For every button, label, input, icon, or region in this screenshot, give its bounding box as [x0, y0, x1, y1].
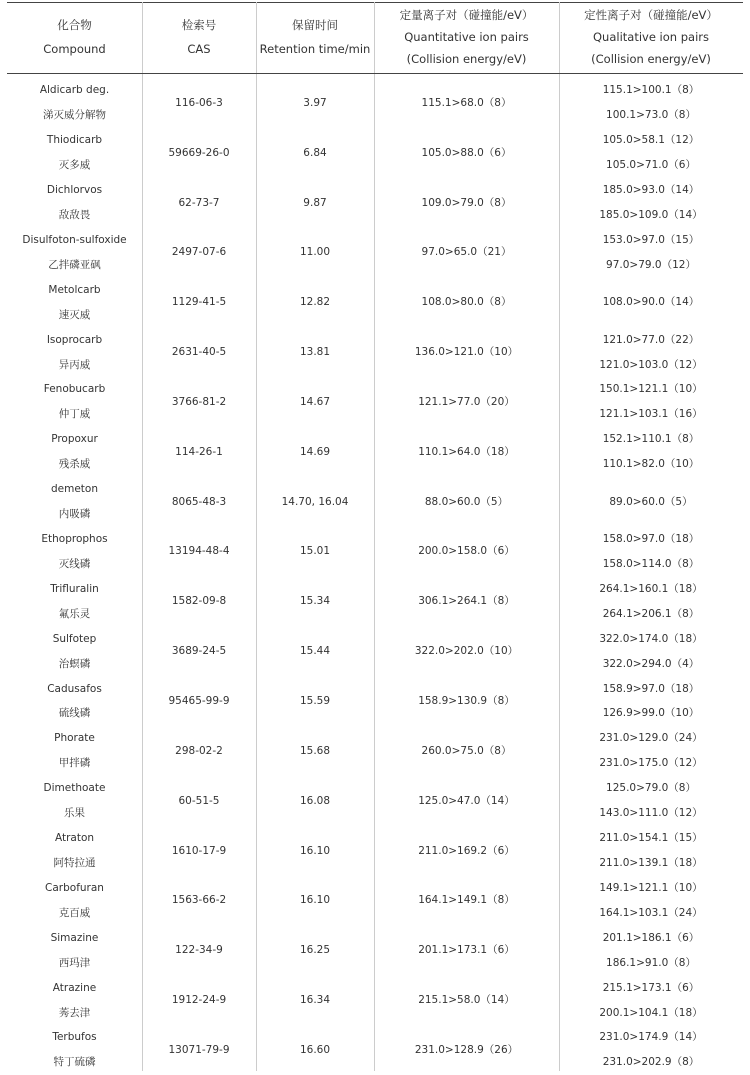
cas-number: 2631-40-5: [171, 346, 227, 359]
table-row: [7, 78, 743, 128]
qualitative-cell: [559, 876, 743, 926]
retention-time: 14.70, 16.04: [281, 495, 349, 508]
qualitative-ion-pair-2: 211.0>139.1（18）: [599, 857, 703, 869]
retention-time: 16.34: [299, 994, 331, 1007]
retention-time-cell: [256, 128, 374, 178]
compound-cell: [7, 726, 142, 776]
retention-time: 16.08: [299, 794, 331, 807]
compound-name-zh: 仲丁威: [58, 408, 91, 421]
qualitative-ion-pair-1: 185.0>93.0（14）: [602, 184, 700, 197]
quantitative-ion-pair: 158.9>130.9（8）: [418, 695, 515, 708]
compound-name-en: Terbufos: [52, 1031, 97, 1044]
qualitative-ion-pair-1: 152.1>110.1（8）: [602, 433, 700, 446]
qualitative-ion-pair-2: 143.0>111.0（12）: [599, 807, 703, 820]
qualitative-ion-pair-2: 121.1>103.1（16）: [599, 408, 703, 421]
compound-name-zh: 涕灭威分解物: [43, 109, 106, 122]
table-row: [7, 826, 743, 876]
qualitative-ion-pair-1: 211.0>154.1（15）: [599, 832, 703, 845]
retention-time: 15.34: [299, 595, 331, 608]
cas-number: 62-73-7: [178, 196, 220, 209]
compound-name-zh: 残杀威: [58, 458, 91, 471]
retention-time-cell: [256, 1025, 374, 1075]
quantitative-ion-pair: 115.1>68.0（8）: [421, 96, 512, 109]
quantitative-cell: [374, 676, 559, 726]
retention-time: 15.01: [299, 545, 331, 558]
quantitative-cell: [374, 975, 559, 1025]
qualitative-cell: [559, 377, 743, 427]
qualitative-ion-pair-2: 121.0>103.0（12）: [599, 358, 703, 371]
retention-time-cell: [256, 776, 374, 826]
qualitative-ion-pair-2: 158.0>114.0（8）: [602, 557, 700, 570]
cas-cell: [142, 676, 256, 726]
quantitative-ion-pair: 231.0>128.9（26）: [414, 1043, 519, 1056]
compound-name-zh: 异丙威: [58, 358, 91, 371]
qualitative-ion-pair-1: 150.1>121.1（10）: [599, 383, 703, 396]
header-qual-zh: 定性离子对（碰撞能/eV）: [584, 7, 718, 22]
quantitative-cell: [374, 826, 559, 876]
qualitative-cell: [559, 1025, 743, 1075]
compound-cell: [7, 676, 142, 726]
table-row: [7, 726, 743, 776]
cas-cell: [142, 576, 256, 626]
cas-cell: [142, 178, 256, 228]
cas-cell: [142, 527, 256, 577]
cas-cell: [142, 1025, 256, 1075]
table-row: [7, 1025, 743, 1075]
cas-number: 1563-66-2: [171, 894, 227, 907]
compound-name-en: Thiodicarb: [46, 134, 103, 147]
qualitative-ion-pair-1: 121.0>77.0（22）: [602, 333, 700, 346]
compound-cell: [7, 228, 142, 278]
table-row: [7, 676, 743, 726]
compound-name-zh: 敌敌畏: [58, 209, 91, 222]
header-quant-en: Quantitative ion pairs: [404, 29, 529, 44]
cas-cell: [142, 975, 256, 1025]
qualitative-cell: [559, 676, 743, 726]
header-rt-en: Retention time/min: [259, 41, 371, 56]
qualitative-ion-pair-2: 97.0>79.0（12）: [606, 258, 696, 271]
cas-cell: [142, 128, 256, 178]
compound-name-en: Carbofuran: [45, 881, 104, 894]
quantitative-ion-pair: 260.0>75.0（8）: [421, 744, 512, 757]
compound-name-zh: 氟乐灵: [58, 607, 91, 620]
cas-cell: [142, 726, 256, 776]
qualitative-cell: [559, 477, 743, 527]
qualitative-ion-pair-1: 125.0>79.0（8）: [606, 782, 696, 795]
cas-number: 13071-79-9: [168, 1043, 230, 1056]
compound-cell: [7, 876, 142, 926]
retention-time-cell: [256, 826, 374, 876]
table-row: [7, 975, 743, 1025]
compound-name-en: Ethoprophos: [41, 533, 108, 546]
cas-number: 8065-48-3: [171, 495, 227, 508]
cas-number: 1912-24-9: [171, 994, 227, 1007]
compound-cell: [7, 327, 142, 377]
cas-number: 116-06-3: [175, 96, 223, 109]
cas-cell: [142, 228, 256, 278]
retention-time: 3.97: [303, 96, 327, 109]
compound-name-zh: 速灭威: [58, 308, 91, 321]
cas-number: 298-02-2: [175, 744, 223, 757]
retention-time: 12.82: [299, 296, 331, 309]
cas-cell: [142, 776, 256, 826]
table-row: [7, 377, 743, 427]
qualitative-ion-pair-1: 201.1>186.1（6）: [602, 931, 700, 944]
table-row: [7, 776, 743, 826]
compound-name-en: Sulfotep: [52, 632, 97, 645]
qualitative-cell: [559, 128, 743, 178]
compound-cell: [7, 128, 142, 178]
table-row: [7, 327, 743, 377]
retention-time-cell: [256, 676, 374, 726]
qualitative-cell: [559, 975, 743, 1025]
compound-cell: [7, 527, 142, 577]
compound-cell: [7, 975, 142, 1025]
retention-time-cell: [256, 876, 374, 926]
qualitative-ion-pair-2: 100.1>73.0（8）: [606, 109, 696, 122]
compound-cell: [7, 826, 142, 876]
quantitative-cell: [374, 128, 559, 178]
table-row: [7, 277, 743, 327]
compound-name-en: Dichlorvos: [46, 184, 103, 197]
cas-number: 60-51-5: [178, 794, 220, 807]
cas-cell: [142, 427, 256, 477]
retention-time-cell: [256, 626, 374, 676]
retention-time-cell: [256, 327, 374, 377]
compound-cell: [7, 576, 142, 626]
cas-number: 1129-41-5: [171, 296, 227, 309]
quantitative-cell: [374, 277, 559, 327]
cas-cell: [142, 626, 256, 676]
qualitative-ion-pair-1: 158.0>97.0（18）: [602, 533, 700, 546]
compound-name-en: Atrazine: [52, 981, 97, 994]
quantitative-ion-pair: 97.0>65.0（21）: [421, 246, 512, 259]
quantitative-ion-pair: 125.0>47.0（14）: [418, 794, 515, 807]
qualitative-cell: [559, 427, 743, 477]
retention-time: 13.81: [299, 346, 331, 359]
qualitative-cell: [559, 178, 743, 228]
retention-time-cell: [256, 78, 374, 128]
qualitative-cell: [559, 277, 743, 327]
header-bottom-rule: [7, 73, 743, 74]
retention-time-cell: [256, 228, 374, 278]
compound-cell: [7, 626, 142, 676]
cas-number: 1582-09-8: [171, 595, 227, 608]
retention-time: 14.67: [299, 395, 331, 408]
compound-cell: [7, 377, 142, 427]
cas-cell: [142, 477, 256, 527]
qualitative-ion-pair-1: 153.0>97.0（15）: [602, 233, 700, 246]
compound-cell: [7, 427, 142, 477]
retention-time-cell: [256, 925, 374, 975]
table-row: [7, 527, 743, 577]
retention-time: 15.68: [299, 744, 331, 757]
retention-time: 15.59: [299, 695, 331, 708]
quantitative-ion-pair: 215.1>58.0（14）: [418, 994, 515, 1007]
compound-name-en: Fenobucarb: [43, 383, 106, 396]
compound-name-zh: 甲拌磷: [58, 757, 91, 770]
retention-time-cell: [256, 527, 374, 577]
compound-name-zh: 灭线磷: [58, 557, 91, 570]
cas-number: 59669-26-0: [168, 146, 230, 159]
cas-cell: [142, 377, 256, 427]
header-quant-unit: (Collision energy/eV): [406, 52, 527, 67]
quantitative-cell: [374, 377, 559, 427]
cas-number: 2497-07-6: [171, 246, 227, 259]
header-compound-zh: 化合物: [57, 18, 92, 33]
quantitative-cell: [374, 626, 559, 676]
qualitative-ion-pair-1: 105.0>58.1（12）: [602, 134, 700, 147]
header-qual-unit: (Collision energy/eV): [591, 52, 711, 67]
qualitative-cell: [559, 78, 743, 128]
qualitative-ion-pair-2: 110.1>82.0（10）: [602, 458, 700, 471]
compound-name-zh: 乐果: [64, 807, 85, 820]
compound-name-zh: 内吸磷: [58, 508, 91, 521]
compound-name-en: Simazine: [50, 931, 99, 944]
quantitative-cell: [374, 228, 559, 278]
retention-time: 6.84: [303, 146, 327, 159]
compound-name-zh: 灭多威: [58, 159, 91, 172]
retention-time: 16.25: [299, 944, 331, 957]
compound-name-zh: 阿特拉通: [53, 857, 96, 869]
quantitative-ion-pair: 88.0>60.0（5）: [424, 495, 509, 508]
compound-name-zh: 乙拌磷亚砜: [48, 258, 101, 271]
compound-name-en: Propoxur: [51, 433, 98, 446]
quantitative-ion-pair: 201.1>173.1（6）: [418, 944, 515, 957]
qualitative-cell: [559, 527, 743, 577]
table-row: [7, 128, 743, 178]
quantitative-cell: [374, 78, 559, 128]
table-row: [7, 626, 743, 676]
retention-time-cell: [256, 277, 374, 327]
compound-name-zh: 治螟磷: [58, 657, 91, 670]
qualitative-cell: [559, 228, 743, 278]
retention-time-cell: [256, 726, 374, 776]
quantitative-ion-pair: 322.0>202.0（10）: [414, 645, 519, 658]
header-cas: [142, 2, 256, 73]
compound-cell: [7, 277, 142, 327]
retention-time: 9.87: [303, 196, 327, 209]
quantitative-ion-pair: 164.1>149.1（8）: [418, 894, 515, 907]
qualitative-cell: [559, 776, 743, 826]
qualitative-cell: [559, 576, 743, 626]
cas-cell: [142, 78, 256, 128]
table-row: [7, 876, 743, 926]
cas-cell: [142, 925, 256, 975]
qualitative-ion-pair-1: 149.1>121.1（10）: [599, 881, 703, 894]
cas-number: 13194-48-4: [168, 545, 230, 558]
compound-name-zh: 莠去津: [58, 1006, 91, 1019]
table-row: [7, 427, 743, 477]
table-row: [7, 178, 743, 228]
compound-name-en: Cadusafos: [47, 682, 102, 695]
qualitative-ion-pair-2: 231.0>202.9（8）: [602, 1056, 700, 1069]
header-quantitative: [374, 2, 559, 73]
retention-time-cell: [256, 427, 374, 477]
retention-time: 11.00: [299, 246, 331, 259]
qualitative-ion-pair-2: 200.1>104.1（18）: [599, 1006, 703, 1019]
retention-time: 15.44: [299, 645, 331, 658]
cas-cell: [142, 826, 256, 876]
cas-cell: [142, 327, 256, 377]
header-compound: [7, 2, 142, 73]
compound-name-en: Disulfoton-sulfoxide: [22, 233, 127, 246]
quantitative-ion-pair: 306.1>264.1（8）: [418, 595, 515, 608]
quantitative-cell: [374, 477, 559, 527]
quantitative-ion-pair: 110.1>64.0（18）: [418, 445, 515, 458]
cas-number: 3689-24-5: [171, 645, 227, 658]
compound-name-en: Atraton: [54, 832, 95, 845]
compound-name-en: Trifluralin: [50, 582, 99, 595]
qualitative-ion-pair-2: 186.1>91.0（8）: [606, 956, 696, 969]
retention-time-cell: [256, 576, 374, 626]
compound-cell: [7, 178, 142, 228]
qualitative-cell: [559, 826, 743, 876]
retention-time-cell: [256, 975, 374, 1025]
cas-cell: [142, 277, 256, 327]
quantitative-cell: [374, 726, 559, 776]
table-body: [7, 78, 743, 1075]
qualitative-ion-pair-2: 126.9>99.0（10）: [602, 707, 700, 720]
quantitative-cell: [374, 1025, 559, 1075]
table-header: [7, 2, 743, 73]
quantitative-cell: [374, 427, 559, 477]
qualitative-ion-pair-2: 185.0>109.0（14）: [599, 209, 703, 222]
compound-name-zh: 西玛津: [58, 956, 91, 969]
compound-name-en: Isoprocarb: [46, 333, 103, 346]
cas-number: 114-26-1: [175, 445, 223, 458]
header-retention-time: [256, 2, 374, 73]
retention-time: 16.10: [299, 844, 331, 857]
table-row: [7, 477, 743, 527]
compound-cell: [7, 78, 142, 128]
quantitative-ion-pair: 211.0>169.2（6）: [418, 844, 515, 857]
compound-name-en: Metolcarb: [48, 283, 101, 296]
quantitative-ion-pair: 109.0>79.0（8）: [421, 196, 512, 209]
qualitative-ion-pair-2: 164.1>103.1（24）: [599, 906, 703, 919]
quantitative-ion-pair: 136.0>121.0（10）: [414, 346, 519, 359]
header-cas-zh: 检索号: [181, 18, 217, 33]
header-rt-zh: 保留时间: [292, 18, 338, 33]
qualitative-ion-pair-1: 89.0>60.0（5）: [609, 495, 693, 508]
qualitative-ion-pair-2: 264.1>206.1（8）: [602, 607, 700, 620]
compound-name-zh: 硫线磷: [58, 707, 91, 720]
compound-name-en: Dimethoate: [43, 782, 106, 795]
quantitative-cell: [374, 925, 559, 975]
cas-number: 3766-81-2: [171, 395, 227, 408]
quantitative-cell: [374, 327, 559, 377]
cas-number: 1610-17-9: [171, 844, 227, 857]
table-row: [7, 228, 743, 278]
qualitative-ion-pair-2: 322.0>294.0（4）: [602, 657, 700, 670]
qualitative-ion-pair-1: 108.0>90.0（14）: [602, 296, 700, 309]
cas-cell: [142, 876, 256, 926]
qualitative-cell: [559, 327, 743, 377]
qualitative-ion-pair-1: 231.0>129.0（24）: [599, 732, 703, 745]
qualitative-ion-pair-2: 105.0>71.0（6）: [606, 159, 696, 172]
qualitative-ion-pair-1: 322.0>174.0（18）: [599, 632, 703, 645]
quantitative-ion-pair: 121.1>77.0（20）: [418, 395, 515, 408]
header-qual-en: Qualitative ion pairs: [592, 29, 709, 44]
qualitative-cell: [559, 726, 743, 776]
qualitative-ion-pair-1: 264.1>160.1（18）: [599, 582, 703, 595]
compound-name-zh: 特丁硫磷: [53, 1056, 96, 1069]
cas-number: 95465-99-9: [168, 695, 230, 708]
qualitative-ion-pair-1: 215.1>173.1（6）: [602, 981, 700, 994]
quantitative-ion-pair: 200.0>158.0（6）: [418, 545, 515, 558]
compound-name-en: demeton: [50, 483, 98, 496]
qualitative-ion-pair-1: 115.1>100.1（8）: [602, 84, 700, 97]
qualitative-ion-pair-2: 231.0>175.0（12）: [599, 757, 703, 770]
retention-time-cell: [256, 477, 374, 527]
quantitative-cell: [374, 576, 559, 626]
quantitative-ion-pair: 108.0>80.0（8）: [421, 296, 512, 309]
retention-time: 16.60: [299, 1043, 331, 1056]
compound-cell: [7, 776, 142, 826]
retention-time-cell: [256, 178, 374, 228]
qualitative-cell: [559, 626, 743, 676]
header-cas-en: CAS: [187, 41, 211, 56]
compound-cell: [7, 925, 142, 975]
retention-time-cell: [256, 377, 374, 427]
header-qualitative: [559, 2, 743, 73]
qualitative-ion-pair-1: 158.9>97.0（18）: [602, 682, 700, 695]
quantitative-cell: [374, 178, 559, 228]
compound-cell: [7, 477, 142, 527]
quantitative-cell: [374, 776, 559, 826]
table-row: [7, 925, 743, 975]
retention-time: 16.10: [299, 894, 331, 907]
header-quant-zh: 定量离子对（碰撞能/eV）: [399, 7, 534, 22]
qualitative-ion-pair-1: 231.0>174.9（14）: [599, 1031, 703, 1044]
header-compound-en: Compound: [43, 41, 106, 56]
qualitative-cell: [559, 925, 743, 975]
retention-time: 14.69: [299, 445, 331, 458]
compound-name-en: Phorate: [54, 732, 95, 745]
quantitative-cell: [374, 527, 559, 577]
compound-cell: [7, 1025, 142, 1075]
quantitative-ion-pair: 105.0>88.0（6）: [421, 146, 512, 159]
cas-number: 122-34-9: [175, 944, 223, 957]
compound-name-zh: 克百威: [58, 906, 91, 919]
table-row: [7, 576, 743, 626]
quantitative-cell: [374, 876, 559, 926]
compound-name-en: Aldicarb deg.: [39, 84, 110, 97]
